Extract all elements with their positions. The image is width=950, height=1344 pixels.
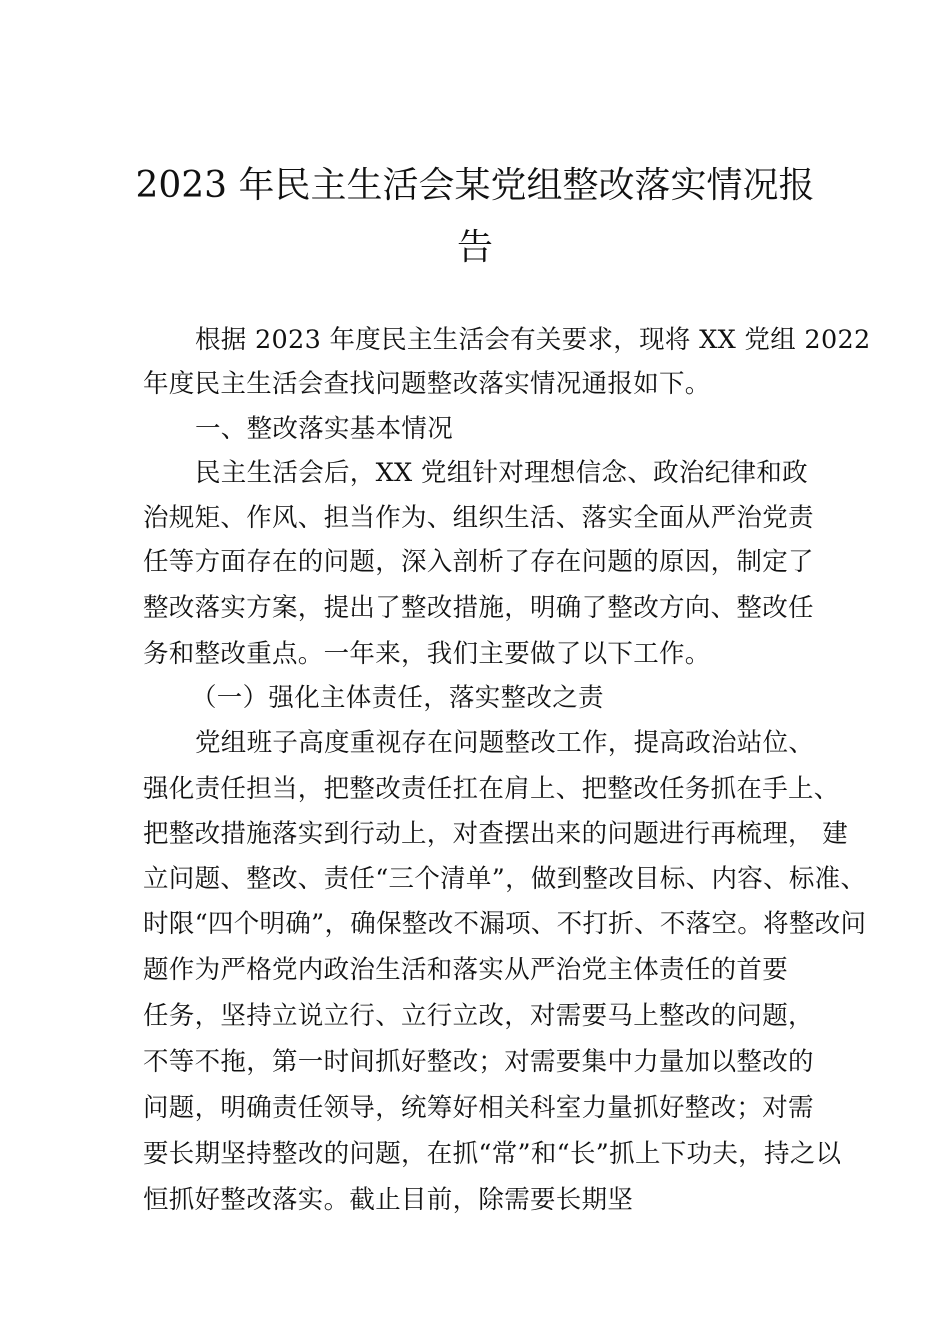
section-heading: 一、整改落实基本情况 <box>195 414 454 444</box>
paragraph-line: 年度民主生活会查找问题整改落实情况通报如下。 <box>143 369 711 399</box>
subsection-heading: （一）强化主体责任，落实整改之责 <box>191 683 604 713</box>
paragraph-line: 务和整改重点。一年来，我们主要做了以下工作。 <box>143 639 711 669</box>
paragraph-line: 根据 2023 年度民主生活会有关要求，现将 XX 党组 2022 <box>195 325 871 355</box>
paragraph-line: 要长期坚持整改的问题，在抓“常”和“长”抓上下功夫，持之以 <box>143 1139 842 1169</box>
document-title-line-1: 2023 年民主生活会某党组整改落实情况报 <box>135 165 815 206</box>
paragraph-line: 时限“四个明确”，确保整改不漏项、不打折、不落空。将整改问 <box>143 909 867 939</box>
document-title-line-2: 告 <box>456 227 493 268</box>
paragraph-line: 恒抓好整改落实。截止目前，除需要长期坚 <box>143 1185 634 1215</box>
paragraph-line: 民主生活会后，XX 党组针对理想信念、政治纪律和政 <box>195 458 808 488</box>
paragraph-line: 党组班子高度重视存在问题整改工作，提高政治站位、 <box>195 728 815 758</box>
paragraph-line: 题作为严格党内政治生活和落实从严治党主体责任的首要 <box>143 955 789 985</box>
paragraph-line: 治规矩、作风、担当作为、组织生活、落实全面从严治党责 <box>143 503 814 533</box>
paragraph-line: 立问题、整改、责任“三个清单”，做到整改目标、内容、标准、 <box>143 864 867 894</box>
paragraph-line: 任务，坚持立说立行、立行立改，对需要马上整改的问题， <box>143 1001 814 1031</box>
paragraph-line: 强化责任担当，把整改责任扛在肩上、把整改任务抓在手上、 <box>143 774 840 804</box>
paragraph-line: 把整改措施落实到行动上，对查摆出来的问题进行再梳理， 建 <box>143 819 849 849</box>
paragraph-line: 整改落实方案，提出了整改措施，明确了整改方向、整改任 <box>143 593 814 623</box>
paragraph-line: 不等不拖，第一时间抓好整改；对需要集中力量加以整改的 <box>143 1047 814 1077</box>
paragraph-line: 问题，明确责任领导，统筹好相关科室力量抓好整改；对需 <box>143 1093 814 1123</box>
paragraph-line: 任等方面存在的问题，深入剖析了存在问题的原因，制定了 <box>143 547 814 577</box>
